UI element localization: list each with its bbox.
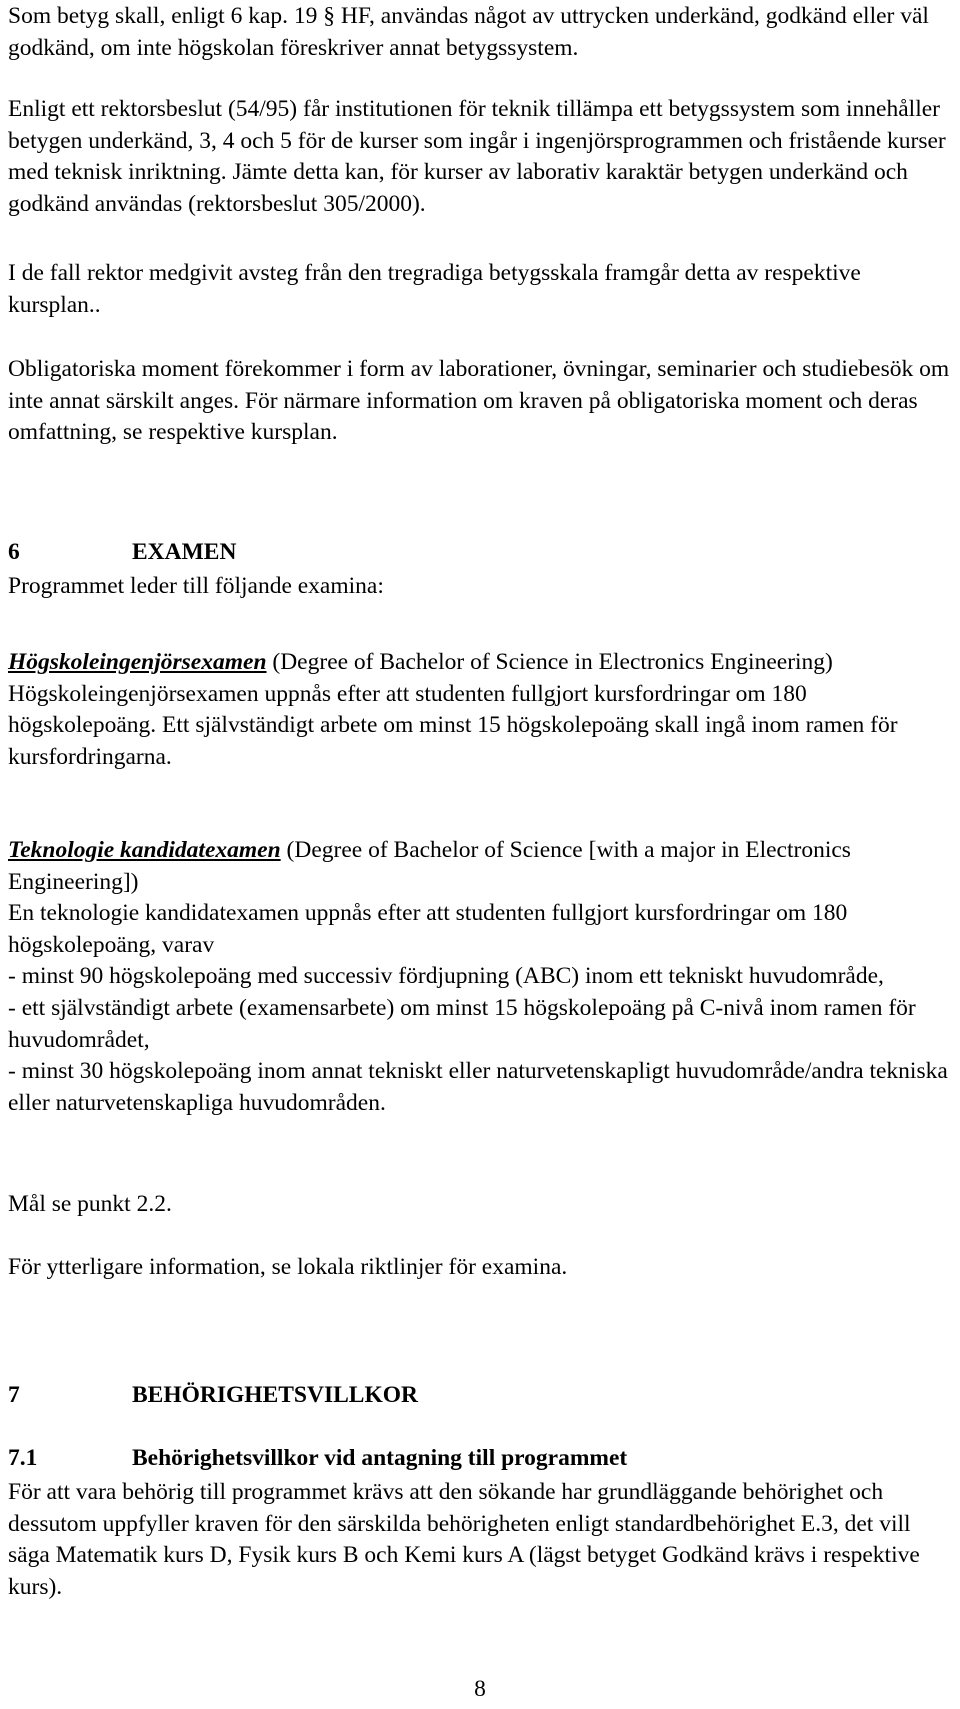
requirement-item: - minst 30 högskolepoäng inom annat tekniskt eller naturvetenskapligt huvudområde/andra tekniska eller naturvetenskapliga huvudområden. bbox=[8, 1058, 948, 1116]
section-7-1-heading bbox=[8, 1443, 627, 1475]
degree-1-text: Högskoleingenjörsexamen uppnås efter att studenten fullgjort kursfordringar om 180 högskolepoäng. Ett självständigt arbete om minst 15 högskolepoäng skall ingå inom ramen för kursfordringarna. bbox=[8, 680, 898, 770]
page-number: 8 bbox=[474, 1676, 486, 1702]
section-6-heading bbox=[8, 537, 236, 569]
degree-1-name: Högskoleingenjörsexamen bbox=[8, 649, 267, 675]
exception-paragraph: I de fall rektor medgivit avsteg från den tregradiga betygsskala framgår detta av respektive kursplan.. bbox=[8, 260, 861, 318]
degree-2-english: (Degree of Bachelor of Science [with a major in Electronics Engineering]) bbox=[8, 837, 851, 895]
goal-reference: Mål se punkt 2.2. bbox=[8, 1191, 172, 1217]
grading-paragraph: Som betyg skall, enligt 6 kap. 19 § HF, användas något av uttrycken underkänd, godkänd eller väl godkänd, om inte högskolan föreskriver annat betygssystem. bbox=[8, 3, 929, 61]
requirement-item: - ett självständigt arbete (examensarbete) om minst 15 högskolepoäng på C-nivå inom ramen för huvudområdet, bbox=[8, 994, 916, 1053]
mandatory-moments-paragraph: Obligatoriska moment förekommer i form av laborationer, övningar, seminarier och studiebesök om inte annat särskilt anges. För närmare information om kraven på obligatoriska moment och deras omfattning, se respektive kursplan. bbox=[8, 356, 950, 446]
degrees-intro: Programmet leder till följande examina: bbox=[8, 573, 384, 599]
section-7-1-number: 7.1 bbox=[8, 1445, 38, 1471]
degree-2-name: Teknologie kandidatexamen bbox=[8, 837, 281, 863]
requirement-item: - minst 90 högskolepoäng med successiv fördjupning (ABC) inom ett tekniskt huvudområde, bbox=[8, 963, 884, 990]
degree-2-heading bbox=[8, 835, 953, 898]
section-7-title: BEHÖRIGHETSVILLKOR bbox=[132, 1382, 418, 1408]
degree-1-english: (Degree of Bachelor of Science in Electronics Engineering) bbox=[266, 649, 833, 675]
admission-requirements-text: För att vara behörig till programmet krävs att den sökande har grundläggande behörighet och dessutom uppfyller kraven för den särskilda behörigheten enligt standardbehörighet E.3, det vill säga Matematik kurs D, Fysik kurs B och Kemi kurs A (lägst betyget Godkänd krävs i respektive kurs). bbox=[8, 1479, 920, 1600]
section-6-title: EXAMEN bbox=[132, 539, 237, 565]
section-7-heading bbox=[8, 1380, 418, 1412]
more-info-text: För ytterligare information, se lokala riktlinjer för examina. bbox=[8, 1254, 568, 1280]
grading-system-paragraph: Enligt ett rektorsbeslut (54/95) får institutionen för teknik tillämpa ett betygssystem som innehåller betygen underkänd, 3, 4 och 5 för de kurser som ingår i ingenjörsprogrammen och fristående kurser med teknisk inriktning. Jämte detta kan, för kurser av laborativ karaktär betygen underkänd och godkänd användas (rektorsbeslut 305/2000). bbox=[8, 96, 946, 217]
degree-2-text: En teknologie kandidatexamen uppnås efter att studenten fullgjort kursfordringar om 180 högskolepoäng, varav bbox=[8, 900, 848, 958]
degree-block-kandidat bbox=[8, 835, 953, 1119]
section-7-number: 7 bbox=[8, 1382, 20, 1408]
section-6-number: 6 bbox=[8, 539, 20, 565]
degree-1-heading bbox=[8, 647, 953, 679]
degree-block-hogskoleingenjor bbox=[8, 647, 953, 773]
section-7-1-title: Behörighetsvillkor vid antagning till programmet bbox=[132, 1445, 628, 1471]
